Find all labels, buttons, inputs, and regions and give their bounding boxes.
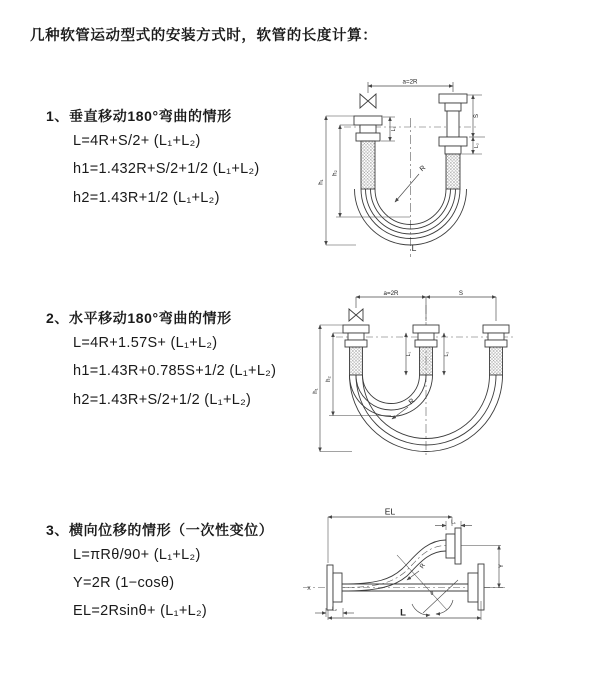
dimension-a2r: [356, 290, 496, 321]
dim-label-l2: L₂: [444, 351, 450, 357]
dimension-el: [328, 507, 452, 564]
left-hose-end: [343, 325, 369, 375]
dimension-y: [484, 546, 505, 588]
formula-3-EL: EL=2Rsinθ+ (L₁+L₂): [73, 603, 208, 619]
formula-2-L: L=4R+1.57S+ (L₁+L₂): [73, 335, 218, 351]
angle-label-theta: θ: [430, 591, 434, 597]
dim-label-r: R: [418, 562, 427, 570]
dim-label-r: R: [407, 397, 417, 407]
dim-label-l1: L₁: [406, 351, 412, 357]
dim-label-h2: h₂: [331, 170, 339, 176]
formula-2-h1: h1=1.43R+0.785S+1/2 (L₁+L₂): [73, 363, 277, 379]
dim-label-a2r: a=2R: [402, 78, 418, 86]
dimension-l1: [435, 520, 472, 531]
dimension-l2: [315, 607, 354, 618]
right-hose-end: [439, 94, 467, 189]
dim-label-y: Y: [498, 563, 505, 569]
dim-label-l: L: [411, 243, 417, 253]
upper-flange: [446, 528, 501, 564]
dim-label-h1: h₁: [311, 388, 319, 394]
formula-3-L: L=πRθ/90+ (L₁+L₂): [73, 547, 201, 563]
dimension-s: [467, 95, 485, 137]
formula-3-Y: Y=2R (1−cosθ): [73, 575, 175, 591]
dim-label-l1: L₁: [451, 519, 456, 526]
dimension-h1: [318, 116, 357, 245]
formula-1-L: L=4R+S/2+ (L₁+L₂): [73, 133, 201, 149]
hose-u-bend-position-1: [350, 375, 433, 417]
left-flange: [327, 565, 342, 610]
dimension-l1: [406, 333, 412, 375]
diagram-horizontal-180-bend: [308, 287, 533, 462]
dimension-a2r: [368, 79, 453, 94]
section-3-heading: 3、横向位移的情形（一次性变位）: [46, 522, 274, 538]
valve-icon: [349, 309, 363, 321]
section-2-heading: 2、水平移动180°弯曲的情形: [46, 310, 232, 326]
dim-label-l: L: [400, 607, 406, 619]
diagram-vertical-180-bend: [310, 70, 530, 262]
valve-icon: [360, 94, 376, 108]
dim-label-el: EL: [384, 506, 396, 517]
dim-label-h1: h₁: [317, 179, 325, 185]
section-1-heading: 1、垂直移动180°弯曲的情形: [46, 108, 232, 124]
dimension-l2: [444, 333, 450, 375]
formula-1-h1: h1=1.432R+S/2+1/2 (L₁+L₂): [73, 161, 260, 177]
dimension-s: [426, 290, 496, 297]
dim-label-s: S: [473, 113, 480, 119]
right-hose-end: [483, 325, 509, 375]
radius-leader: [395, 165, 427, 202]
dim-label-x: X: [307, 586, 311, 592]
dimension-l: [328, 601, 481, 620]
formula-1-h2: h2=1.43R+1/2 (L₁+L₂): [73, 190, 220, 206]
dimension-l1: [381, 117, 397, 141]
dim-label-l2: L₂: [474, 143, 480, 148]
dim-label-l1: L₁: [391, 126, 397, 132]
hose-s-curve: [342, 540, 446, 591]
dim-label-l2: L₂: [332, 606, 337, 613]
middle-hose-end: [413, 325, 439, 375]
dim-label-h2: h₂: [324, 376, 332, 382]
angle-construction: [397, 555, 458, 615]
dim-label-s: S: [458, 289, 464, 297]
right-flange: [468, 564, 484, 610]
page-title: 几种软管运动型式的安装方式时，软管的长度计算：: [30, 28, 378, 44]
dim-label-a2r: a=2R: [383, 289, 399, 297]
dim-label-r: R: [418, 164, 428, 174]
diagram-lateral-displacement: [295, 503, 510, 633]
formula-2-h2: h2=1.43R+S/2+1/2 (L₁+L₂): [73, 392, 252, 408]
